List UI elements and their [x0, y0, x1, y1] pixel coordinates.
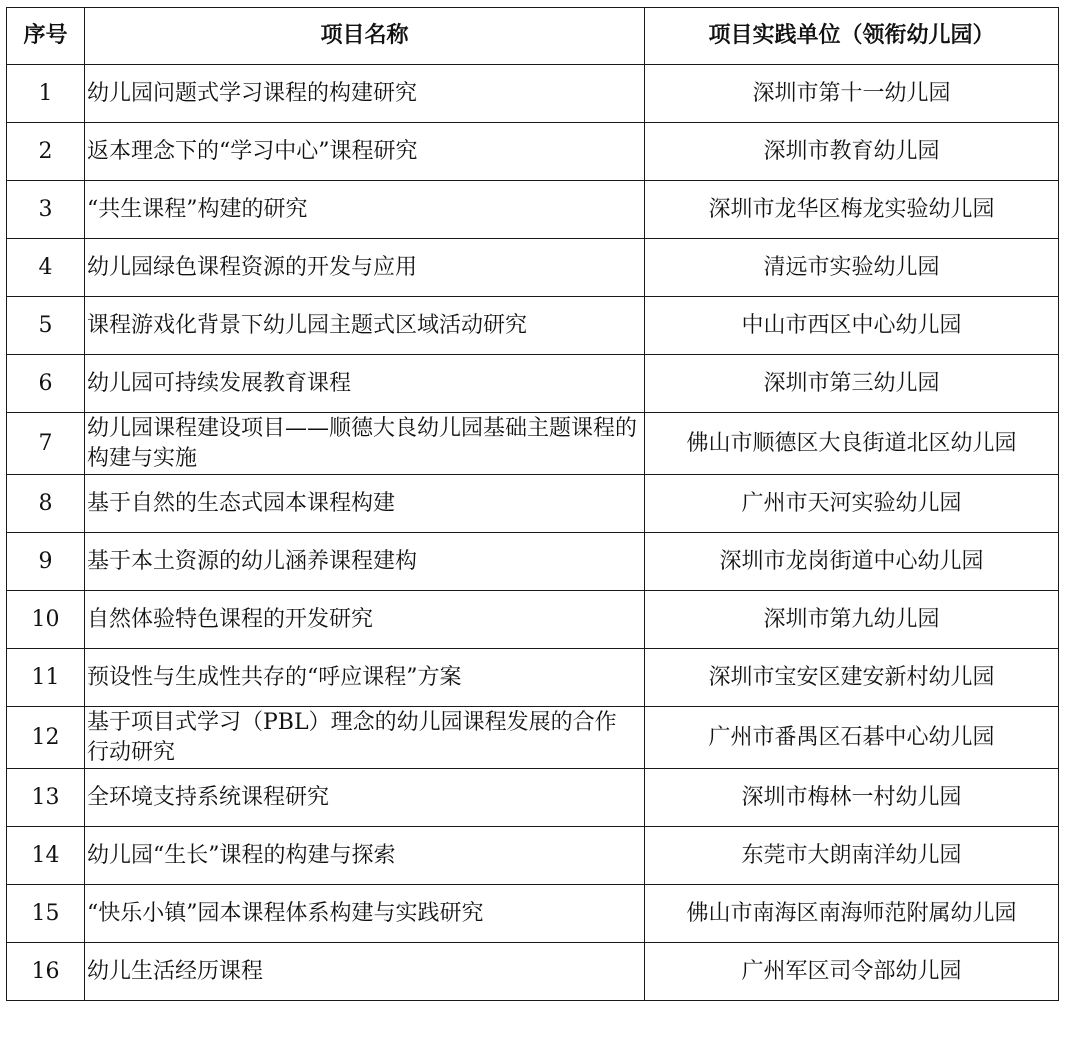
- row-practice-unit: 深圳市龙岗街道中心幼儿园: [645, 533, 1059, 591]
- row-practice-unit: 广州市番禺区石碁中心幼儿园: [645, 707, 1059, 769]
- row-project-name: 基于本土资源的幼儿涵养课程建构: [85, 533, 645, 591]
- row-project-name: 幼儿园问题式学习课程的构建研究: [85, 65, 645, 123]
- row-practice-unit: 深圳市宝安区建安新村幼儿园: [645, 649, 1059, 707]
- table-row: [7, 591, 1059, 649]
- row-practice-unit: 广州军区司令部幼儿园: [645, 943, 1059, 1001]
- row-number: 15: [7, 885, 85, 943]
- row-project-name: 课程游戏化背景下幼儿园主题式区域活动研究: [85, 297, 645, 355]
- header-project-name: 项目名称: [85, 8, 645, 65]
- row-project-name: 幼儿园绿色课程资源的开发与应用: [85, 239, 645, 297]
- row-practice-unit: 深圳市第十一幼儿园: [645, 65, 1059, 123]
- table-header: [7, 8, 1059, 65]
- row-number: 10: [7, 591, 85, 649]
- row-number: 3: [7, 181, 85, 239]
- table-row: [7, 181, 1059, 239]
- row-number: 12: [7, 707, 85, 769]
- project-table: [6, 7, 1059, 1001]
- row-project-name: 返本理念下的“学习中心”课程研究: [85, 123, 645, 181]
- row-project-name: 基于自然的生态式园本课程构建: [85, 475, 645, 533]
- row-project-name: 全环境支持系统课程研究: [85, 769, 645, 827]
- table-row: [7, 943, 1059, 1001]
- table-row: [7, 885, 1059, 943]
- row-practice-unit: 广州市天河实验幼儿园: [645, 475, 1059, 533]
- row-project-name: 幼儿园“生长”课程的构建与探索: [85, 827, 645, 885]
- row-number: 4: [7, 239, 85, 297]
- table-row: [7, 239, 1059, 297]
- row-number: 7: [7, 413, 85, 475]
- row-project-name: 预设性与生成性共存的“呼应课程”方案: [85, 649, 645, 707]
- row-practice-unit: 清远市实验幼儿园: [645, 239, 1059, 297]
- header-row: [7, 8, 1059, 65]
- row-number: 5: [7, 297, 85, 355]
- row-number: 13: [7, 769, 85, 827]
- row-practice-unit: 深圳市第三幼儿园: [645, 355, 1059, 413]
- table-body: [7, 65, 1059, 1001]
- row-project-name: 幼儿生活经历课程: [85, 943, 645, 1001]
- row-number: 9: [7, 533, 85, 591]
- row-practice-unit: 中山市西区中心幼儿园: [645, 297, 1059, 355]
- header-practice-unit: 项目实践单位（领衔幼儿园）: [645, 8, 1059, 65]
- row-practice-unit: 深圳市梅林一村幼儿园: [645, 769, 1059, 827]
- row-project-name: 幼儿园可持续发展教育课程: [85, 355, 645, 413]
- table-row: [7, 297, 1059, 355]
- table-row: [7, 827, 1059, 885]
- table-row: [7, 123, 1059, 181]
- row-number: 14: [7, 827, 85, 885]
- row-number: 6: [7, 355, 85, 413]
- row-practice-unit: 佛山市南海区南海师范附属幼儿园: [645, 885, 1059, 943]
- row-number: 11: [7, 649, 85, 707]
- row-practice-unit: 深圳市第九幼儿园: [645, 591, 1059, 649]
- row-project-name: 自然体验特色课程的开发研究: [85, 591, 645, 649]
- row-practice-unit: 深圳市龙华区梅龙实验幼儿园: [645, 181, 1059, 239]
- row-practice-unit: 深圳市教育幼儿园: [645, 123, 1059, 181]
- row-project-name: “快乐小镇”园本课程体系构建与实践研究: [85, 885, 645, 943]
- table-row: [7, 769, 1059, 827]
- table-row: [7, 649, 1059, 707]
- table-row: [7, 475, 1059, 533]
- header-number: 序号: [7, 8, 85, 65]
- row-number: 8: [7, 475, 85, 533]
- row-practice-unit: 东莞市大朗南洋幼儿园: [645, 827, 1059, 885]
- row-practice-unit: 佛山市顺德区大良街道北区幼儿园: [645, 413, 1059, 475]
- table-row: [7, 533, 1059, 591]
- row-number: 1: [7, 65, 85, 123]
- row-number: 16: [7, 943, 85, 1001]
- table-row: [7, 413, 1059, 475]
- row-project-name: 幼儿园课程建设项目——顺德大良幼儿园基础主题课程的构建与实施: [85, 413, 645, 475]
- row-number: 2: [7, 123, 85, 181]
- row-project-name: 基于项目式学习（PBL）理念的幼儿园课程发展的合作行动研究: [85, 707, 645, 769]
- row-project-name: “共生课程”构建的研究: [85, 181, 645, 239]
- table-row: [7, 707, 1059, 769]
- table-row: [7, 65, 1059, 123]
- table-row: [7, 355, 1059, 413]
